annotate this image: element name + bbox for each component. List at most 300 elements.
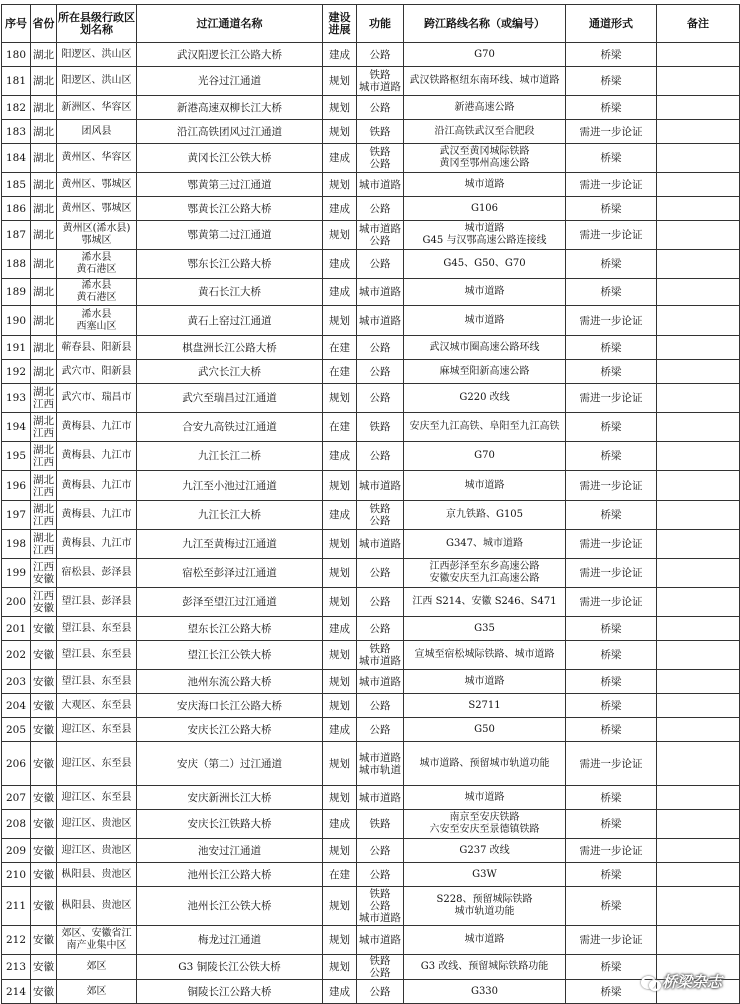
- cell-progress: 建成: [323, 442, 357, 471]
- cell-county-line: 黄州区、鄂城区: [61, 178, 132, 190]
- cell-no: 212: [2, 926, 31, 955]
- cell-province: [31, 221, 57, 250]
- cell-progress: 规划: [323, 120, 357, 144]
- cell-province-line: 湖北: [33, 473, 54, 486]
- cell-province-line: 安徽: [33, 844, 54, 857]
- cell-county-line: 迎江区、贵池区: [61, 818, 132, 829]
- cell-province: [31, 786, 57, 810]
- cell-no: 187: [2, 221, 31, 250]
- cell-province-line: 湖北: [33, 444, 54, 456]
- cell-function-line: 公路: [369, 844, 391, 857]
- cell-route-line: 武汉至黄冈城际铁路: [439, 146, 530, 157]
- cell-function-line: 公路: [369, 202, 391, 215]
- cell-function-line: 公路: [369, 723, 391, 736]
- cell-route: [404, 742, 566, 786]
- cell-function-line: 公路: [369, 235, 391, 247]
- cell-route: [404, 413, 566, 442]
- cell-function-line: 铁路: [369, 955, 391, 967]
- cell-county: [57, 360, 137, 384]
- cell-function: [357, 955, 404, 980]
- cell-route-line: 城市道路: [464, 178, 505, 190]
- cell-function-line: 城市道路: [359, 314, 401, 327]
- cell-county-line: 武穴市、瑞昌市: [61, 392, 132, 403]
- cell-route: [404, 197, 566, 221]
- cell-progress: 规划: [323, 384, 357, 413]
- cell-function-line: 铁路: [369, 503, 391, 515]
- cell-route-line: 城市道路: [464, 479, 505, 491]
- cell-note: [657, 617, 740, 641]
- cell-crossing-name: 鄂东长江公路大桥: [137, 250, 323, 279]
- cell-province-line: 江西: [33, 590, 54, 602]
- cell-form: 桥梁: [566, 360, 657, 384]
- cell-progress: 建成: [323, 617, 357, 641]
- cell-county: [57, 887, 137, 926]
- cell-county: [57, 120, 137, 144]
- cell-province: [31, 839, 57, 863]
- cell-function-line: 公路: [369, 258, 391, 270]
- cell-form: 需进一步论证: [566, 384, 657, 413]
- cell-route-line: 六安至安庆至景德镇铁路: [429, 824, 540, 835]
- cell-note: [657, 384, 740, 413]
- cell-note: [657, 887, 740, 926]
- cell-function: [357, 471, 404, 501]
- cell-province-line: 江西: [33, 456, 54, 468]
- cell-form: 需进一步论证: [566, 471, 657, 501]
- cell-county: [57, 471, 137, 501]
- table-row: [2, 588, 740, 617]
- cell-route-line: 城市道路: [464, 286, 505, 297]
- cell-form: 桥梁: [566, 67, 657, 96]
- cell-county-line: 黄梅县、九江市: [61, 479, 132, 491]
- cell-county: [57, 96, 137, 120]
- cell-province: [31, 67, 57, 96]
- cell-progress: 建成: [323, 43, 357, 67]
- cell-progress: 建成: [323, 810, 357, 839]
- cell-function: [357, 360, 404, 384]
- cell-note: [657, 144, 740, 173]
- cell-note: [657, 670, 740, 694]
- cell-note: [657, 250, 740, 279]
- cell-progress: 规划: [323, 530, 357, 559]
- cell-note: [657, 718, 740, 742]
- cell-function-line: 城市道路: [359, 934, 401, 946]
- table-row: [2, 442, 740, 471]
- cell-form: 桥梁: [566, 413, 657, 442]
- cell-form: 桥梁: [566, 279, 657, 306]
- cell-province-line: 安徽: [33, 934, 54, 946]
- cell-province-line: 湖北: [33, 178, 54, 191]
- cell-province-line: 湖北: [33, 314, 54, 327]
- cell-no: 184: [2, 144, 31, 173]
- cell-function-line: 城市道路: [359, 538, 401, 550]
- cell-form: 桥梁: [566, 501, 657, 530]
- cell-county-line: 望江县、彭泽县: [61, 596, 132, 607]
- cell-form: 桥梁: [566, 96, 657, 120]
- cell-route: [404, 887, 566, 926]
- cell-county-line: 团风县: [81, 125, 112, 137]
- cell-province-line: 湖北: [33, 75, 54, 87]
- cell-crossing-name: 九江至小池过江通道: [137, 471, 323, 501]
- cell-county: [57, 559, 137, 588]
- table-row: [2, 279, 740, 306]
- cell-crossing-name: 沿江高铁团风过江通道: [137, 120, 323, 144]
- cell-no: 185: [2, 173, 31, 197]
- cell-county: [57, 742, 137, 786]
- cell-route-line: 武汉城市圈高速公路环线: [429, 341, 540, 353]
- cell-province: [31, 197, 57, 221]
- header-form: 通道形式: [566, 5, 657, 43]
- cell-function-line: 铁路: [369, 888, 391, 900]
- cell-province: [31, 810, 57, 839]
- table-row: [2, 617, 740, 641]
- cell-note: [657, 810, 740, 839]
- cell-function-line: 公路: [369, 48, 391, 61]
- cell-note: [657, 413, 740, 442]
- cell-note: [657, 694, 740, 718]
- table-row: [2, 221, 740, 250]
- cell-route: [404, 694, 566, 718]
- cell-province: [31, 384, 57, 413]
- watermark-text: 桥梁杂志: [661, 973, 722, 991]
- cell-function-line: 城市道路: [359, 286, 401, 298]
- cell-province: [31, 336, 57, 360]
- cell-progress: 规划: [323, 786, 357, 810]
- cell-province: [31, 173, 57, 197]
- cell-crossing-name: 新港高速双柳长江大桥: [137, 96, 323, 120]
- cell-note: [657, 471, 740, 501]
- cell-route: [404, 810, 566, 839]
- cell-province-line: 湖北: [33, 48, 54, 61]
- cell-province-line: 安徽: [33, 985, 54, 998]
- cell-note: [657, 501, 740, 530]
- table-row: [2, 67, 740, 96]
- cell-county-line: 郊区: [86, 985, 107, 997]
- cell-form: 需进一步论证: [566, 588, 657, 617]
- cell-crossing-name: 九江长江大桥: [137, 501, 323, 530]
- cell-crossing-name: 安庆长江公路大桥: [137, 718, 323, 742]
- cell-route-line: G347、城市道路: [445, 538, 524, 549]
- cell-county-line: 黄州区、华容区: [61, 152, 132, 163]
- header-crossing-name: 过江通道名称: [137, 5, 323, 43]
- cell-route-line: 南京至安庆铁路: [449, 812, 520, 823]
- cell-route-line: 武汉铁路枢纽东南环线、城市道路: [409, 75, 560, 86]
- header-note: 备注: [657, 5, 740, 43]
- cell-route-line: 安徽安庆至九江高速公路: [429, 573, 540, 584]
- cell-progress: 规划: [323, 694, 357, 718]
- table-row: [2, 887, 740, 926]
- cell-county-line: 阳逻区、洪山区: [61, 75, 132, 86]
- cell-county-line: 武穴市、阳新县: [61, 365, 132, 377]
- cell-note: [657, 530, 740, 559]
- cell-form: 桥梁: [566, 617, 657, 641]
- cell-province-line: 湖北: [33, 386, 54, 398]
- cell-county-line: 望江县、东至县: [61, 622, 132, 634]
- table-row: [2, 120, 740, 144]
- cell-province: [31, 442, 57, 471]
- cell-county-line: 西塞山区: [76, 320, 117, 332]
- cell-province-line: 江西: [33, 515, 54, 527]
- cell-province: [31, 955, 57, 980]
- cell-province-line: 湖北: [33, 258, 54, 270]
- cell-progress: 规划: [323, 926, 357, 955]
- cell-route-line: 宣城至宿松城际铁路、城市道路: [414, 649, 555, 660]
- cell-function: [357, 718, 404, 742]
- table-row: [2, 641, 740, 670]
- cell-no: 206: [2, 742, 31, 786]
- cell-county: [57, 694, 137, 718]
- cell-county-line: 迎江区、东至县: [61, 791, 132, 803]
- cell-note: [657, 96, 740, 120]
- cell-function: [357, 670, 404, 694]
- cell-route: [404, 336, 566, 360]
- cell-form: 需进一步论证: [566, 559, 657, 588]
- cell-note: [657, 588, 740, 617]
- cell-progress: 建成: [323, 501, 357, 530]
- cell-function-line: 公路: [369, 101, 391, 114]
- cell-province: [31, 718, 57, 742]
- cell-progress: 建成: [323, 197, 357, 221]
- cell-form: 需进一步论证: [566, 306, 657, 336]
- table-row: [2, 955, 740, 980]
- cell-function: [357, 67, 404, 96]
- cell-county-line: 黄石港区: [76, 292, 117, 303]
- cell-form: 需进一步论证: [566, 221, 657, 250]
- cell-note: [657, 279, 740, 306]
- cell-function: [357, 926, 404, 955]
- cell-no: 203: [2, 670, 31, 694]
- cell-form: 桥梁: [566, 144, 657, 173]
- cell-route-line: 城市道路: [464, 314, 505, 326]
- cell-route-line: G70: [474, 48, 495, 60]
- cell-route: [404, 360, 566, 384]
- cell-route-line: S228、预留城际铁路: [436, 894, 533, 905]
- cell-route-line: 城市轨道功能: [454, 906, 515, 917]
- cell-province: [31, 559, 57, 588]
- cell-county: [57, 67, 137, 96]
- cell-progress: 建成: [323, 279, 357, 306]
- cell-note: [657, 926, 740, 955]
- cell-no: 201: [2, 617, 31, 641]
- cell-county-line: 黄梅县、九江市: [61, 421, 132, 432]
- cell-route-line: G237 改线: [459, 844, 510, 856]
- cell-no: 208: [2, 810, 31, 839]
- cell-no: 214: [2, 980, 31, 1004]
- cell-progress: 规划: [323, 96, 357, 120]
- cell-note: [657, 863, 740, 887]
- cell-no: 200: [2, 588, 31, 617]
- cell-county: [57, 279, 137, 306]
- cell-crossing-name: 彭泽至望江过江通道: [137, 588, 323, 617]
- cell-county: [57, 670, 137, 694]
- cell-crossing-name: 安庆新洲长江大桥: [137, 786, 323, 810]
- cell-form: 桥梁: [566, 670, 657, 694]
- cell-county: [57, 306, 137, 336]
- cell-crossing-name: 望江长江公铁大桥: [137, 641, 323, 670]
- cell-form: 桥梁: [566, 250, 657, 279]
- cell-route: [404, 863, 566, 887]
- cell-form: 桥梁: [566, 442, 657, 471]
- cell-route: [404, 144, 566, 173]
- cell-province: [31, 279, 57, 306]
- cell-route-line: G45、G50、G70: [443, 258, 526, 269]
- table-row: [2, 144, 740, 173]
- cell-province-line: 江西: [33, 485, 54, 498]
- cell-crossing-name: 黄石上窑过江通道: [137, 306, 323, 336]
- cell-county-line: 南产业集中区: [66, 940, 127, 951]
- cell-province: [31, 887, 57, 926]
- table-body: [2, 43, 740, 1004]
- cell-route: [404, 173, 566, 197]
- cell-crossing-name: 鄂黄第三过江通道: [137, 173, 323, 197]
- cell-function-line: 公路: [369, 158, 391, 170]
- cell-form: 桥梁: [566, 786, 657, 810]
- table-row: [2, 926, 740, 955]
- cell-progress: 在建: [323, 413, 357, 442]
- table-row: [2, 96, 740, 120]
- cell-county: [57, 810, 137, 839]
- cell-function-line: 公路: [369, 596, 391, 608]
- cell-progress: 规划: [323, 670, 357, 694]
- cell-progress: 规划: [323, 742, 357, 786]
- cell-form: 需进一步论证: [566, 173, 657, 197]
- cell-county-line: 枞阳县、贵池区: [61, 900, 132, 911]
- cell-province-line: 安徽: [33, 675, 54, 688]
- cell-no: 198: [2, 530, 31, 559]
- cell-progress: 规划: [323, 641, 357, 670]
- cell-route-line: G3W: [472, 868, 497, 880]
- cell-route-line: G220 改线: [459, 392, 510, 403]
- cell-no: 197: [2, 501, 31, 530]
- cell-province-line: 安徽: [33, 649, 54, 661]
- cell-crossing-name: 黄石长江大桥: [137, 279, 323, 306]
- cell-no: 205: [2, 718, 31, 742]
- table-row: [2, 839, 740, 863]
- cell-route: [404, 670, 566, 694]
- cell-progress: 规划: [323, 221, 357, 250]
- cell-form: 需进一步论证: [566, 742, 657, 786]
- cell-province: [31, 250, 57, 279]
- cell-function-line: 公路: [369, 515, 391, 527]
- cell-county-line: 黄州区、鄂城区: [61, 202, 132, 214]
- header-row: [2, 5, 740, 43]
- cell-progress: 建成: [323, 144, 357, 173]
- cell-function: [357, 786, 404, 810]
- cell-note: [657, 641, 740, 670]
- cell-province: [31, 43, 57, 67]
- cell-county-line: 黄州区(浠水县): [62, 223, 131, 234]
- cell-function-line: 城市道路: [359, 912, 401, 924]
- cell-no: 190: [2, 306, 31, 336]
- cell-no: 180: [2, 43, 31, 67]
- cell-county-line: 郊区: [86, 961, 107, 972]
- cell-no: 183: [2, 120, 31, 144]
- cell-no: 207: [2, 786, 31, 810]
- cell-province-line: 安徽: [33, 900, 54, 912]
- cell-note: [657, 786, 740, 810]
- cell-province: [31, 120, 57, 144]
- cell-progress: 规划: [323, 588, 357, 617]
- cell-crossing-name: 黄冈长江公铁大桥: [137, 144, 323, 173]
- cell-province: [31, 96, 57, 120]
- cell-function-line: 城市道路: [359, 791, 401, 804]
- cell-route: [404, 250, 566, 279]
- table-row: [2, 471, 740, 501]
- cell-county: [57, 617, 137, 641]
- cell-crossing-name: 武穴长江大桥: [137, 360, 323, 384]
- cell-crossing-name: 梅龙过江通道: [137, 926, 323, 955]
- table-row: [2, 306, 740, 336]
- cell-function: [357, 442, 404, 471]
- cell-province-line: 安徽: [33, 602, 54, 614]
- cell-function-line: 公路: [369, 985, 391, 998]
- cell-county: [57, 413, 137, 442]
- cell-crossing-name: 池安过江通道: [137, 839, 323, 863]
- table-row: [2, 413, 740, 442]
- cell-crossing-name: G3 铜陵长江公铁大桥: [137, 955, 323, 980]
- cell-route: [404, 617, 566, 641]
- cell-crossing-name: 九江至黄梅过江通道: [137, 530, 323, 559]
- table-row: [2, 336, 740, 360]
- cell-note: [657, 306, 740, 336]
- cell-route-line: 江西 S214、安徽 S246、S471: [412, 596, 557, 607]
- cell-function-line: 城市道路: [359, 751, 401, 764]
- cell-route-line: 江西彭泽至东乡高速公路: [429, 561, 540, 572]
- cell-county-line: 枞阳县、贵池区: [61, 868, 132, 880]
- cell-province-line: 湖北: [33, 202, 54, 215]
- cell-function: [357, 413, 404, 442]
- cell-function-line: 城市道路: [359, 655, 401, 667]
- cell-progress: 建成: [323, 980, 357, 1004]
- cell-county: [57, 336, 137, 360]
- cell-function: [357, 641, 404, 670]
- cell-function: [357, 742, 404, 786]
- crossing-table: [1, 4, 740, 1004]
- cell-progress: 规划: [323, 955, 357, 980]
- cell-county: [57, 786, 137, 810]
- cell-crossing-name: 池州长江公铁大桥: [137, 887, 323, 926]
- cell-route: [404, 559, 566, 588]
- cell-note: [657, 120, 740, 144]
- table-row: [2, 670, 740, 694]
- cell-province: [31, 863, 57, 887]
- cell-county: [57, 221, 137, 250]
- cell-route-line: S2711: [468, 699, 501, 711]
- cell-province: [31, 471, 57, 501]
- cell-county: [57, 197, 137, 221]
- cell-form: 桥梁: [566, 955, 657, 980]
- cell-crossing-name: 棋盘洲长江公路大桥: [137, 336, 323, 360]
- cell-function: [357, 530, 404, 559]
- cell-route: [404, 384, 566, 413]
- cell-progress: 规划: [323, 173, 357, 197]
- cell-function-line: 公路: [369, 622, 391, 635]
- cell-function: [357, 96, 404, 120]
- cell-function-line: 铁路: [369, 69, 391, 81]
- cell-no: 193: [2, 384, 31, 413]
- cell-province-line: 湖北: [33, 415, 54, 427]
- cell-note: [657, 442, 740, 471]
- cell-crossing-name: 武汉阳逻长江公路大桥: [137, 43, 323, 67]
- cell-form: 桥梁: [566, 863, 657, 887]
- cell-province-line: 安徽: [33, 791, 54, 804]
- cell-route: [404, 279, 566, 306]
- cell-route: [404, 471, 566, 501]
- cell-no: 199: [2, 559, 31, 588]
- cell-form: 桥梁: [566, 641, 657, 670]
- cell-function: [357, 221, 404, 250]
- cell-route-line: G70: [474, 450, 495, 461]
- cell-function-line: 公路: [369, 392, 391, 404]
